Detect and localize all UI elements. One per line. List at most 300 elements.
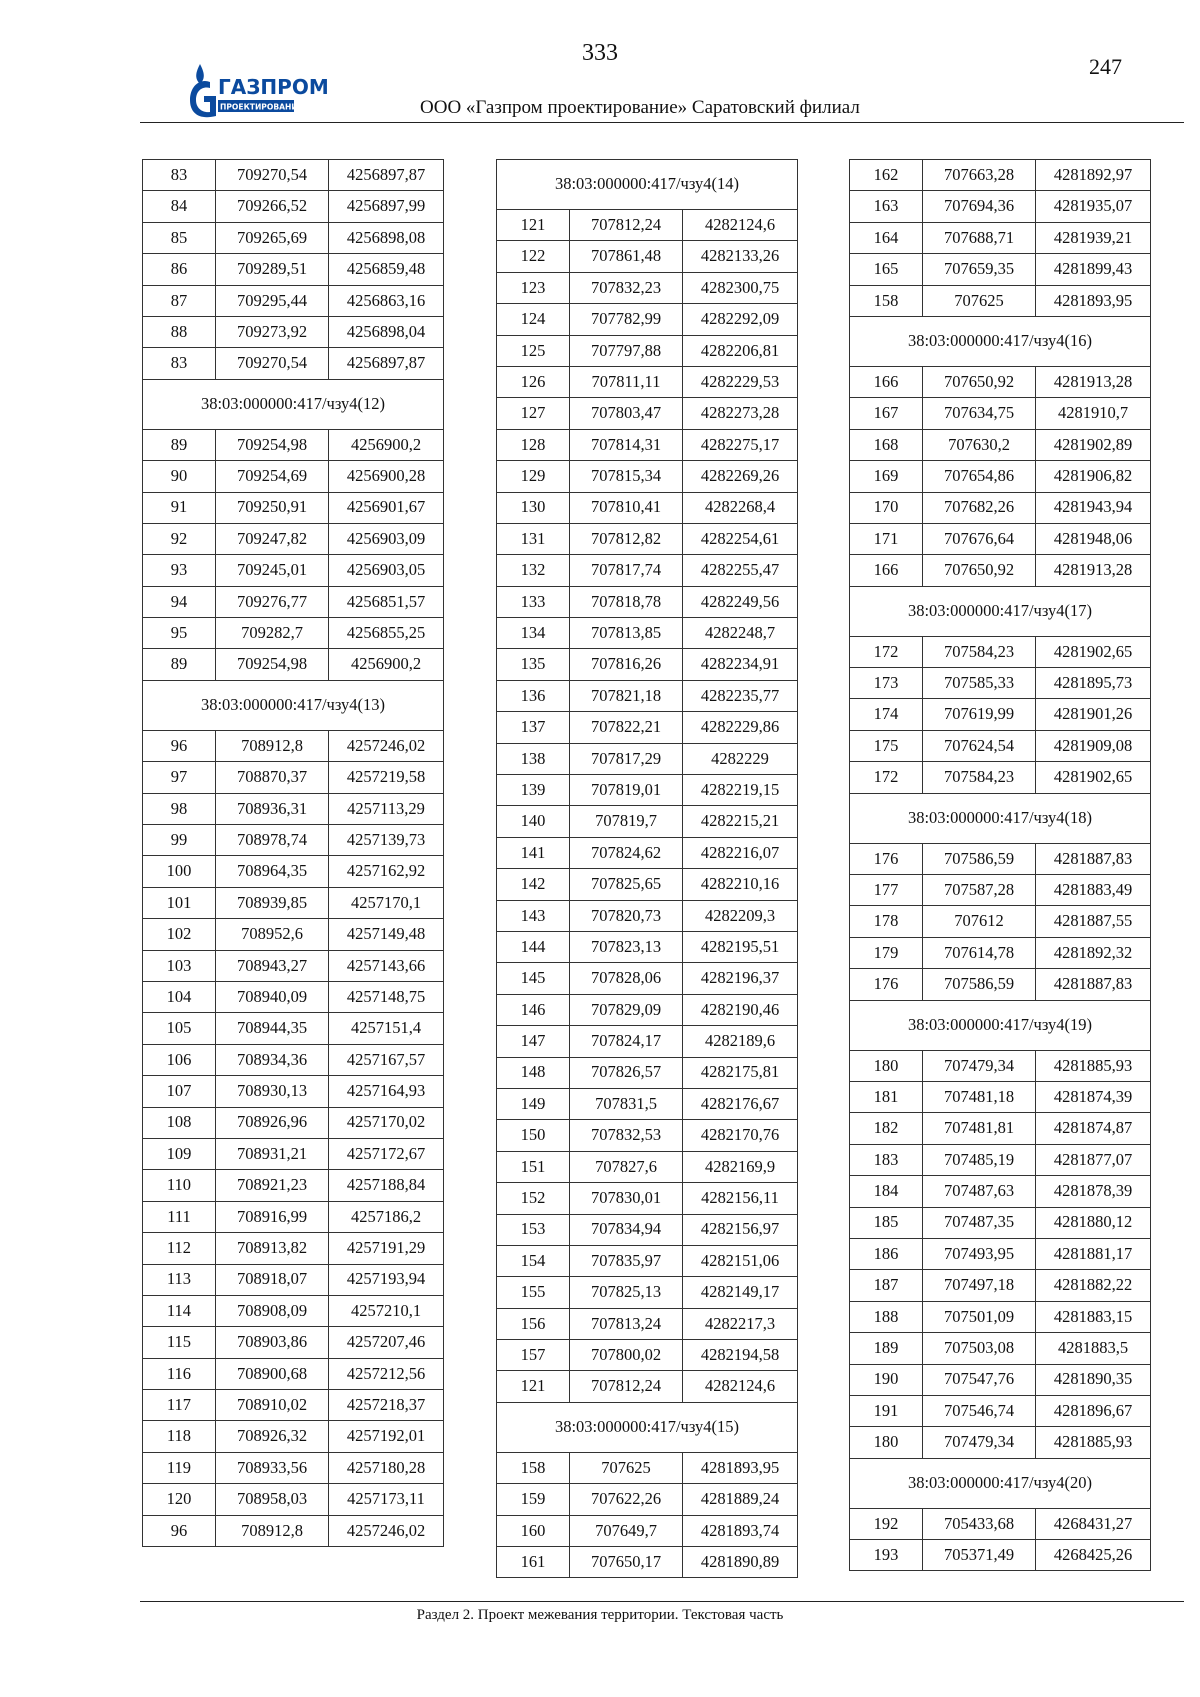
- x-coordinate: 707585,33: [923, 668, 1036, 699]
- x-coordinate: 707497,18: [923, 1270, 1036, 1301]
- table-row: [143, 618, 444, 649]
- y-coordinate: 4282215,21: [683, 806, 798, 837]
- x-coordinate: 707493,95: [923, 1238, 1036, 1269]
- organization-name: ООО «Газпром проектирование» Саратовский филиал: [420, 97, 860, 118]
- parcel-header-row: [850, 793, 1151, 843]
- point-number: 158: [497, 1452, 570, 1483]
- point-number: 184: [850, 1176, 923, 1207]
- point-number: 173: [850, 668, 923, 699]
- x-coordinate: 707650,92: [923, 366, 1036, 397]
- table-row: [850, 1144, 1151, 1175]
- table-row: [850, 523, 1151, 554]
- table-row: [497, 712, 798, 743]
- y-coordinate: 4256898,04: [329, 316, 444, 347]
- x-coordinate: 707487,63: [923, 1176, 1036, 1207]
- x-coordinate: 707861,48: [570, 241, 683, 272]
- point-number: 179: [850, 937, 923, 968]
- point-number: 165: [850, 254, 923, 285]
- parcel-header-row: [850, 1458, 1151, 1508]
- x-coordinate: 707481,18: [923, 1081, 1036, 1112]
- x-coordinate: 707586,59: [923, 843, 1036, 874]
- x-coordinate: 708910,02: [216, 1390, 329, 1421]
- x-coordinate: 707612: [923, 906, 1036, 937]
- x-coordinate: 707649,7: [570, 1515, 683, 1546]
- point-number: 135: [497, 649, 570, 680]
- y-coordinate: 4282255,47: [683, 555, 798, 586]
- y-coordinate: 4257170,02: [329, 1107, 444, 1138]
- parcel-id: 38:03:000000:417/чзу4(17): [850, 586, 1151, 636]
- y-coordinate: 4282234,91: [683, 649, 798, 680]
- y-coordinate: 4281878,39: [1036, 1176, 1151, 1207]
- y-coordinate: 4281874,39: [1036, 1081, 1151, 1112]
- x-coordinate: 708918,07: [216, 1264, 329, 1295]
- point-number: 151: [497, 1151, 570, 1182]
- y-coordinate: 4282176,67: [683, 1088, 798, 1119]
- x-coordinate: 707815,34: [570, 461, 683, 492]
- table-row: [497, 1120, 798, 1151]
- point-number: 175: [850, 730, 923, 761]
- table-row: [850, 668, 1151, 699]
- point-number: 97: [143, 762, 216, 793]
- y-coordinate: 4282249,56: [683, 586, 798, 617]
- parcel-header-row: [497, 1402, 798, 1452]
- table-row: [850, 969, 1151, 1000]
- table-row: [850, 1081, 1151, 1112]
- point-number: 141: [497, 837, 570, 868]
- x-coordinate: 707832,53: [570, 1120, 683, 1151]
- table-row: [497, 429, 798, 460]
- point-number: 176: [850, 843, 923, 874]
- point-number: 125: [497, 335, 570, 366]
- point-number: 87: [143, 285, 216, 316]
- table-row: [143, 1233, 444, 1264]
- y-coordinate: 4281883,15: [1036, 1301, 1151, 1332]
- y-coordinate: 4281893,95: [683, 1452, 798, 1483]
- table-row: [497, 1183, 798, 1214]
- x-coordinate: 707624,54: [923, 730, 1036, 761]
- y-coordinate: 4281890,35: [1036, 1364, 1151, 1395]
- point-number: 89: [143, 649, 216, 680]
- table-row: [497, 869, 798, 900]
- y-coordinate: 4281893,74: [683, 1515, 798, 1546]
- y-coordinate: 4282124,6: [683, 1371, 798, 1402]
- point-number: 120: [143, 1484, 216, 1515]
- point-number: 115: [143, 1327, 216, 1358]
- point-number: 126: [497, 366, 570, 397]
- y-coordinate: 4281874,87: [1036, 1113, 1151, 1144]
- point-number: 113: [143, 1264, 216, 1295]
- y-coordinate: 4257143,66: [329, 950, 444, 981]
- point-number: 162: [850, 160, 923, 191]
- point-number: 191: [850, 1395, 923, 1426]
- x-coordinate: 708931,21: [216, 1138, 329, 1169]
- x-coordinate: 707827,6: [570, 1151, 683, 1182]
- x-coordinate: 709250,91: [216, 492, 329, 523]
- y-coordinate: 4256900,28: [329, 461, 444, 492]
- x-coordinate: 707501,09: [923, 1301, 1036, 1332]
- logo-text: ГАЗПРОМ: [218, 75, 329, 99]
- table-row: [850, 1333, 1151, 1364]
- table-row: [143, 950, 444, 981]
- x-coordinate: 707625: [923, 285, 1036, 316]
- x-coordinate: 707832,23: [570, 272, 683, 303]
- y-coordinate: 4257164,93: [329, 1076, 444, 1107]
- point-number: 149: [497, 1088, 570, 1119]
- y-coordinate: 4256863,16: [329, 285, 444, 316]
- parcel-id: 38:03:000000:417/чзу4(20): [850, 1458, 1151, 1508]
- y-coordinate: 4257151,4: [329, 1013, 444, 1044]
- y-coordinate: 4282196,37: [683, 963, 798, 994]
- point-number: 95: [143, 618, 216, 649]
- y-coordinate: 4282229,86: [683, 712, 798, 743]
- x-coordinate: 709282,7: [216, 618, 329, 649]
- logo-subtext: ПРОЕКТИРОВАНИЕ: [220, 102, 303, 112]
- point-number: 129: [497, 461, 570, 492]
- table-row: [850, 1364, 1151, 1395]
- y-coordinate: 4268425,26: [1036, 1540, 1151, 1571]
- point-number: 88: [143, 316, 216, 347]
- table-row: [497, 1308, 798, 1339]
- x-coordinate: 707830,01: [570, 1183, 683, 1214]
- table-row: [497, 1057, 798, 1088]
- table-row: [850, 1270, 1151, 1301]
- point-number: 159: [497, 1484, 570, 1515]
- table-row: [143, 1201, 444, 1232]
- y-coordinate: 4257193,94: [329, 1264, 444, 1295]
- point-number: 124: [497, 304, 570, 335]
- x-coordinate: 707822,21: [570, 712, 683, 743]
- y-coordinate: 4256903,05: [329, 555, 444, 586]
- y-coordinate: 4256897,87: [329, 348, 444, 379]
- table-row: [497, 304, 798, 335]
- table-row: [497, 272, 798, 303]
- point-number: 150: [497, 1120, 570, 1151]
- y-coordinate: 4282151,06: [683, 1245, 798, 1276]
- x-coordinate: 708913,82: [216, 1233, 329, 1264]
- parcel-header-row: [850, 316, 1151, 366]
- table-row: [497, 900, 798, 931]
- coordinates-table-left: [142, 159, 444, 1547]
- y-coordinate: 4281892,97: [1036, 160, 1151, 191]
- y-coordinate: 4282229,53: [683, 366, 798, 397]
- y-coordinate: 4256900,2: [329, 429, 444, 460]
- y-coordinate: 4257162,92: [329, 856, 444, 887]
- table-row: [143, 1013, 444, 1044]
- point-number: 90: [143, 461, 216, 492]
- x-coordinate: 707782,99: [570, 304, 683, 335]
- table-row: [850, 937, 1151, 968]
- x-coordinate: 707625: [570, 1452, 683, 1483]
- table-row: [497, 335, 798, 366]
- table-row: [143, 316, 444, 347]
- table-row: [143, 1076, 444, 1107]
- table-row: [497, 618, 798, 649]
- table-row: [143, 1515, 444, 1546]
- point-number: 111: [143, 1201, 216, 1232]
- table-row: [143, 887, 444, 918]
- table-row: [850, 285, 1151, 316]
- y-coordinate: 4281883,49: [1036, 875, 1151, 906]
- parcel-header-row: [497, 160, 798, 210]
- table-row: [850, 398, 1151, 429]
- point-number: 143: [497, 900, 570, 931]
- point-number: 89: [143, 429, 216, 460]
- point-number: 94: [143, 586, 216, 617]
- table-row: [497, 837, 798, 868]
- point-number: 127: [497, 398, 570, 429]
- y-coordinate: 4281943,94: [1036, 492, 1151, 523]
- table-row: [497, 1515, 798, 1546]
- y-coordinate: 4257191,29: [329, 1233, 444, 1264]
- point-number: 186: [850, 1238, 923, 1269]
- y-coordinate: 4281906,82: [1036, 461, 1151, 492]
- y-coordinate: 4282209,3: [683, 900, 798, 931]
- y-coordinate: 4282124,6: [683, 210, 798, 241]
- x-coordinate: 709276,77: [216, 586, 329, 617]
- x-coordinate: 709273,92: [216, 316, 329, 347]
- y-coordinate: 4257180,28: [329, 1452, 444, 1483]
- y-coordinate: 4268431,27: [1036, 1508, 1151, 1539]
- table-row: [497, 743, 798, 774]
- point-number: 187: [850, 1270, 923, 1301]
- point-number: 119: [143, 1452, 216, 1483]
- y-coordinate: 4282169,9: [683, 1151, 798, 1182]
- x-coordinate: 708964,35: [216, 856, 329, 887]
- table-row: [143, 1421, 444, 1452]
- y-coordinate: 4281935,07: [1036, 191, 1151, 222]
- y-coordinate: 4257219,58: [329, 762, 444, 793]
- x-coordinate: 707659,35: [923, 254, 1036, 285]
- table-row: [850, 160, 1151, 191]
- y-coordinate: 4257113,29: [329, 793, 444, 824]
- parcel-id: 38:03:000000:417/чзу4(13): [143, 680, 444, 730]
- table-row: [850, 1301, 1151, 1332]
- point-number: 147: [497, 1026, 570, 1057]
- y-coordinate: 4282292,09: [683, 304, 798, 335]
- table-row: [143, 1327, 444, 1358]
- point-number: 168: [850, 429, 923, 460]
- table-row: [850, 1238, 1151, 1269]
- y-coordinate: 4282268,4: [683, 492, 798, 523]
- parcel-header-row: [143, 379, 444, 429]
- point-number: 106: [143, 1044, 216, 1075]
- x-coordinate: 707622,26: [570, 1484, 683, 1515]
- y-coordinate: 4282156,97: [683, 1214, 798, 1245]
- y-coordinate: 4281893,95: [1036, 285, 1151, 316]
- table-row: [143, 793, 444, 824]
- x-coordinate: 707676,64: [923, 523, 1036, 554]
- point-number: 138: [497, 743, 570, 774]
- x-coordinate: 708939,85: [216, 887, 329, 918]
- y-coordinate: 4257246,02: [329, 730, 444, 761]
- point-number: 160: [497, 1515, 570, 1546]
- point-number: 109: [143, 1138, 216, 1169]
- x-coordinate: 707812,24: [570, 210, 683, 241]
- y-coordinate: 4282175,81: [683, 1057, 798, 1088]
- point-number: 121: [497, 1371, 570, 1402]
- coordinates-table-right: [849, 159, 1151, 1571]
- table-row: [143, 825, 444, 856]
- x-coordinate: 708958,03: [216, 1484, 329, 1515]
- x-coordinate: 707587,28: [923, 875, 1036, 906]
- x-coordinate: 707546,74: [923, 1395, 1036, 1426]
- table-row: [850, 1540, 1151, 1571]
- y-coordinate: 4281902,65: [1036, 636, 1151, 667]
- table-row: [143, 1044, 444, 1075]
- point-number: 182: [850, 1113, 923, 1144]
- y-coordinate: 4281896,67: [1036, 1395, 1151, 1426]
- table-row: [143, 1107, 444, 1138]
- x-coordinate: 707820,73: [570, 900, 683, 931]
- x-coordinate: 707586,59: [923, 969, 1036, 1000]
- table-row: [497, 1547, 798, 1578]
- table-row: [143, 1295, 444, 1326]
- x-coordinate: 707813,85: [570, 618, 683, 649]
- y-coordinate: 4281895,73: [1036, 668, 1151, 699]
- point-number: 153: [497, 1214, 570, 1245]
- table-row: [497, 1088, 798, 1119]
- point-number: 172: [850, 636, 923, 667]
- y-coordinate: 4257210,1: [329, 1295, 444, 1326]
- point-number: 136: [497, 680, 570, 711]
- point-number: 144: [497, 931, 570, 962]
- point-number: 157: [497, 1340, 570, 1371]
- y-coordinate: 4282217,3: [683, 1308, 798, 1339]
- table-row: [497, 1371, 798, 1402]
- x-coordinate: 707800,02: [570, 1340, 683, 1371]
- table-row: [497, 806, 798, 837]
- y-coordinate: 4282248,7: [683, 618, 798, 649]
- point-number: 158: [850, 285, 923, 316]
- table-row: [497, 523, 798, 554]
- y-coordinate: 4282194,58: [683, 1340, 798, 1371]
- x-coordinate: 709247,82: [216, 523, 329, 554]
- y-coordinate: 4256897,99: [329, 191, 444, 222]
- x-coordinate: 707481,81: [923, 1113, 1036, 1144]
- x-coordinate: 707823,13: [570, 931, 683, 962]
- y-coordinate: 4282189,6: [683, 1026, 798, 1057]
- point-number: 84: [143, 191, 216, 222]
- y-coordinate: 4282149,17: [683, 1277, 798, 1308]
- point-number: 85: [143, 222, 216, 253]
- y-coordinate: 4282156,11: [683, 1183, 798, 1214]
- x-coordinate: 707817,74: [570, 555, 683, 586]
- parcel-id: 38:03:000000:417/чзу4(14): [497, 160, 798, 210]
- table-row: [850, 636, 1151, 667]
- point-number: 98: [143, 793, 216, 824]
- table-row: [497, 680, 798, 711]
- point-number: 166: [850, 366, 923, 397]
- table-row: [143, 762, 444, 793]
- y-coordinate: 4281880,12: [1036, 1207, 1151, 1238]
- point-number: 167: [850, 398, 923, 429]
- page-number-center: 333: [582, 40, 618, 66]
- point-number: 170: [850, 492, 923, 523]
- table-row: [143, 1484, 444, 1515]
- point-number: 171: [850, 523, 923, 554]
- y-coordinate: 4282273,28: [683, 398, 798, 429]
- table-row: [850, 1207, 1151, 1238]
- x-coordinate: 707819,01: [570, 775, 683, 806]
- x-coordinate: 708900,68: [216, 1358, 329, 1389]
- point-number: 93: [143, 555, 216, 586]
- table-row: [497, 1340, 798, 1371]
- y-coordinate: 4281883,5: [1036, 1333, 1151, 1364]
- table-row: [497, 1151, 798, 1182]
- point-number: 91: [143, 492, 216, 523]
- x-coordinate: 707584,23: [923, 762, 1036, 793]
- y-coordinate: 4282206,81: [683, 335, 798, 366]
- x-coordinate: 707813,24: [570, 1308, 683, 1339]
- y-coordinate: 4257172,67: [329, 1138, 444, 1169]
- x-coordinate: 707688,71: [923, 222, 1036, 253]
- table-row: [850, 1508, 1151, 1539]
- point-number: 112: [143, 1233, 216, 1264]
- table-row: [143, 1170, 444, 1201]
- point-number: 176: [850, 969, 923, 1000]
- table-row: [850, 1113, 1151, 1144]
- point-number: 96: [143, 730, 216, 761]
- x-coordinate: 707826,57: [570, 1057, 683, 1088]
- table-row: [143, 856, 444, 887]
- point-number: 142: [497, 869, 570, 900]
- y-coordinate: 4256898,08: [329, 222, 444, 253]
- point-number: 180: [850, 1050, 923, 1081]
- x-coordinate: 707630,2: [923, 429, 1036, 460]
- point-number: 102: [143, 919, 216, 950]
- y-coordinate: 4281885,93: [1036, 1427, 1151, 1458]
- parcel-id: 38:03:000000:417/чзу4(15): [497, 1402, 798, 1452]
- point-number: 174: [850, 699, 923, 730]
- point-number: 188: [850, 1301, 923, 1332]
- parcel-header-row: [143, 680, 444, 730]
- x-coordinate: 707816,26: [570, 649, 683, 680]
- point-number: 145: [497, 963, 570, 994]
- x-coordinate: 708936,31: [216, 793, 329, 824]
- point-number: 164: [850, 222, 923, 253]
- footer-text: Раздел 2. Проект межевания территории. Текстовая часть: [416, 1607, 784, 1623]
- table-row: [143, 1138, 444, 1169]
- table-row: [850, 461, 1151, 492]
- table-row: [143, 1264, 444, 1295]
- x-coordinate: 707797,88: [570, 335, 683, 366]
- x-coordinate: 707817,29: [570, 743, 683, 774]
- table-row: [850, 762, 1151, 793]
- table-row: [143, 649, 444, 680]
- x-coordinate: 707811,11: [570, 366, 683, 397]
- x-coordinate: 709295,44: [216, 285, 329, 316]
- point-number: 192: [850, 1508, 923, 1539]
- x-coordinate: 708930,13: [216, 1076, 329, 1107]
- y-coordinate: 4282216,07: [683, 837, 798, 868]
- table-row: [497, 1245, 798, 1276]
- table-row: [497, 366, 798, 397]
- x-coordinate: 707650,92: [923, 555, 1036, 586]
- table-row: [497, 1484, 798, 1515]
- point-number: 131: [497, 523, 570, 554]
- table-row: [850, 191, 1151, 222]
- y-coordinate: 4257167,57: [329, 1044, 444, 1075]
- table-row: [143, 586, 444, 617]
- x-coordinate: 709266,52: [216, 191, 329, 222]
- point-number: 123: [497, 272, 570, 303]
- point-number: 190: [850, 1364, 923, 1395]
- point-number: 104: [143, 981, 216, 1012]
- y-coordinate: 4281890,89: [683, 1547, 798, 1578]
- x-coordinate: 707479,34: [923, 1427, 1036, 1458]
- page-number-right: 247: [1089, 54, 1122, 79]
- x-coordinate: 708926,96: [216, 1107, 329, 1138]
